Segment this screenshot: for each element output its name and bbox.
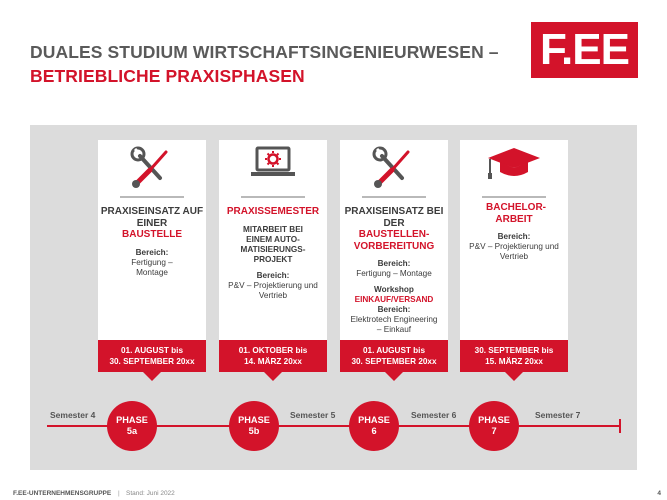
fee-logo: [531, 22, 638, 78]
date-line1: 01. OKTOBER bis: [238, 346, 308, 355]
card-heading-red: BAUSTELLE: [122, 229, 182, 240]
card-content: [462, 202, 566, 262]
phase-circle-5b: [229, 401, 279, 451]
date-line2: 30. SEPTEMBER 20xx: [109, 357, 195, 366]
card-heading: PRAXISSEMESTER: [226, 206, 320, 217]
bereich-label: Bereich:: [497, 232, 531, 241]
phase-label: PHASE: [238, 415, 270, 425]
date-banner: [98, 340, 206, 372]
bereich-text: Fertigung – Montage: [356, 269, 432, 278]
banner-pointer: [504, 371, 524, 381]
card-phase-6: [340, 140, 448, 345]
phase-number: 7: [491, 426, 497, 436]
card-heading: BACHELOR-ARBEIT: [486, 202, 546, 225]
date-banner: [460, 340, 568, 372]
card-phase-5b: [219, 140, 327, 345]
date-line1: 01. AUGUST bis: [120, 346, 184, 355]
date-line1: 30. SEPTEMBER bis: [474, 346, 554, 355]
slide-title-line1: DUALES STUDIUM WIRTSCHAFTSINGENIEURWESEN –: [30, 42, 499, 62]
card-content: [100, 206, 204, 278]
card-phase-7: [460, 140, 568, 345]
tools-icon: [340, 140, 448, 196]
card-heading: [342, 206, 446, 252]
bereich-label: Bereich:: [135, 247, 169, 257]
phase-circle-5a: [107, 401, 157, 451]
footer: [0, 488, 667, 500]
phase-number: 6: [371, 426, 377, 436]
card-heading-red: BAUSTELLEN-VORBEREITUNG: [353, 229, 435, 252]
banner-pointer: [263, 371, 283, 381]
card-phase-5a: [98, 140, 206, 345]
phase-circle-7: [469, 401, 519, 451]
card-divider: [120, 196, 184, 198]
timeline-endcap: [619, 419, 621, 433]
card-task: MITARBEIT BEI EINEM AUTO-MATISIERUNGS-PROJEKT: [240, 224, 306, 264]
date-line1: 01. AUGUST bis: [362, 346, 426, 355]
card-heading-dark: PRAXISEINSATZ AUF EINER: [100, 206, 204, 229]
phase-label: PHASE: [116, 415, 148, 425]
logo-text: F.EE: [540, 25, 629, 74]
graduation-cap-icon: [460, 140, 568, 196]
workshop-label: Workshop: [374, 285, 414, 294]
tools-icon: [98, 140, 206, 196]
banner-pointer: [142, 371, 162, 381]
card-content: [342, 206, 446, 335]
card-heading: [100, 206, 204, 241]
date-line2: 15. MÄRZ 20xx: [485, 357, 543, 366]
phase-label: PHASE: [358, 415, 390, 425]
banner-pointer: [384, 371, 404, 381]
workshop-name: EINKAUF/VERSAND: [354, 295, 434, 304]
card-divider: [241, 196, 305, 198]
card-content: [221, 206, 325, 301]
bereich-label: Bereich:: [377, 259, 411, 268]
date-banner: [340, 340, 448, 372]
phase-label: PHASE: [478, 415, 510, 425]
page-number: 4: [657, 490, 661, 497]
semester-label: Semester 5: [290, 410, 336, 420]
footer-stand: Stand: Juni 2022: [126, 490, 175, 497]
slide-title-line2: BETRIEBLICHE PRAXISPHASEN: [30, 66, 305, 86]
date-banner: [219, 340, 327, 372]
date-line2: 30. SEPTEMBER 20xx: [351, 357, 437, 366]
laptop-gear-icon: [219, 140, 327, 196]
footer-separator: |: [118, 490, 120, 497]
semester-label: Semester 4: [50, 410, 96, 420]
bereich-text: P&V – Projektierung und Vertrieb: [228, 280, 318, 300]
card-divider: [482, 196, 546, 198]
phase-number: 5a: [126, 426, 138, 436]
phase-number: 5b: [248, 426, 260, 436]
bereich-text-2: Elektrotech Engineering – Einkauf: [350, 315, 438, 334]
semester-label: Semester 7: [535, 410, 581, 420]
slide-title: [30, 42, 499, 87]
bereich-text: Fertigung – Montage: [131, 257, 173, 277]
date-line2: 14. MÄRZ 20xx: [244, 357, 302, 366]
footer-brand: F.EE-UNTERNEHMENSGRUPPE: [13, 490, 112, 497]
card-heading-dark: PRAXISEINSATZ BEI DER: [344, 206, 444, 229]
bereich-label-2: Bereich:: [377, 305, 411, 314]
bereich-text: P&V – Projektierung und Vertrieb: [469, 242, 559, 261]
phase-circle-6: [349, 401, 399, 451]
semester-label: Semester 6: [411, 410, 457, 420]
card-divider: [362, 196, 426, 198]
bereich-label: Bereich:: [256, 270, 290, 280]
